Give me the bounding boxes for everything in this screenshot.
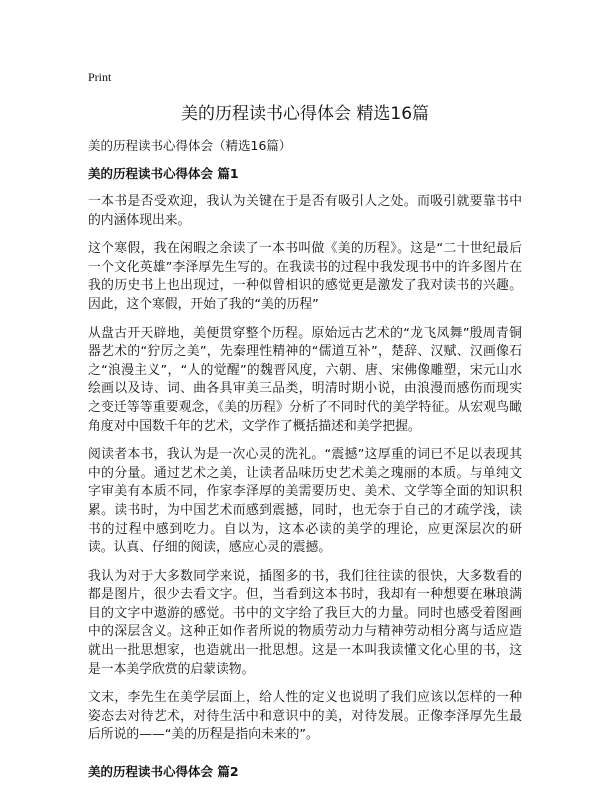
paragraph: 我认为对于大多数同学来说，插图多的书，我们往往读的很快，大多数看的都是图片，很少去看文字。但，当看到这本书时，我却有一种想要在琳琅满目的文字中遨游的感觉。书中的文字给了我巨大的力量。同时也感受着图画中的深层含义。这种正如作者所说的物质劳动力与精神劳动相分离与适应造就出一批思想家，也造就出一批思想。这是一本叫我读懂文化心里的书，这是一本美学欣赏的启蒙读物。 — [88, 568, 522, 677]
document-subtitle: 美的历程读书心得体会（精选16篇） — [88, 138, 292, 153]
paragraph: 从盘古开天辟地，美便贯穿整个历程。原始远古艺术的“龙飞凤舞”殷周青铜器艺术的“狞厉之美”，先秦理性精神的“儒道互补”，楚辞、汉赋、汉画像石之“浪漫主义”，“人的觉醒”的魏晋风度，六朝、唐、宋佛像雕塑，宋元山水绘画以及诗、词、曲各具审美三品类，明清时期小说，由浪漫而感伤而现实之变迁等等重要观念，《美的历程》分析了不同时代的美学特征。从宏观鸟瞰角度对中国数千年的艺术，文学作了概括描述和美学把握。 — [88, 325, 522, 434]
paragraph: 一本书是否受欢迎，我认为关键在于是否有吸引人之处。而吸引就要靠书中的内涵体现出来。 — [88, 194, 522, 228]
paragraph: 阅读者本书，我认为是一次心灵的洗礼。“震撼”这厚重的词已不足以表现其中的分量。通过艺术之美，让读者品味历史艺术美之瑰丽的本质。与单纯文字审美有本质不同，作家李泽厚的美需要历史、美术、文学等全面的知识积累。读书时，为中国艺术而感到震撼，同时，也无奈于自己的才疏学浅，读书的过程中感到吃力。自以为，这本必读的美学的理论，应更深层次的研读。认真、仔细的阅读，感应心灵的震撼。 — [88, 447, 522, 556]
document-title: 美的历程读书心得体会 精选16篇 — [180, 104, 430, 124]
section-heading-2: 美的历程读书心得体会 篇2 — [88, 764, 239, 780]
print-link[interactable]: Print — [88, 70, 112, 84]
paragraph: 文末，李先生在美学层面上，给人性的定义也说明了我们应该以怎样的一种姿态去对待艺术，对待生活中和意识中的美，对待发展。正像李泽厚先生最后所说的——“美的历程是指向未来的”。 — [88, 690, 522, 743]
document-page — [88, 70, 522, 791]
paragraph: 这个寒假，我在闲暇之余读了一本书叫做《美的历程》。这是“二十世纪最后一个文化英雄”李泽厚先生写的。在我读书的过程中我发现书中的许多图片在我的历史书上也出现过，一种似曾相识的感觉更是激发了我对读书的兴趣。因此，这个寒假，开始了我的“美的历程” — [88, 241, 522, 312]
section-heading-1: 美的历程读书心得体会 篇1 — [88, 166, 239, 181]
